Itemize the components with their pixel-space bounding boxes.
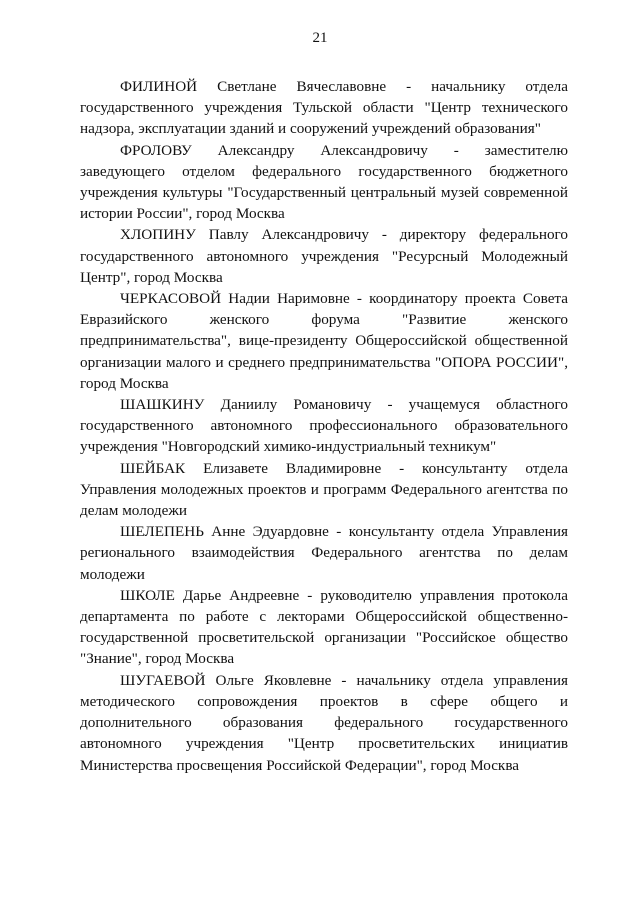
- list-item: ШКОЛЕ Дарье Андреевне - руководителю управления протокола департамента по работе с лекторами Общероссийской общественно-государственной просветительской организации "Российское общество "Знание", город Москва: [80, 586, 568, 668]
- list-item: ШЕЙБАК Елизавете Владимировне - консультанту отдела Управления молодежных проектов и программ Федерального агентства по делам молодежи: [80, 459, 568, 520]
- list-item: ЧЕРКАСОВОЙ Надии Наримовне - координатору проекта Совета Евразийского женского форума "Развитие женского предпринимательства", вице-президенту Общероссийской общественной организации малого и среднего предпринимательства "ОПОРА РОССИИ", город Москва: [80, 290, 568, 392]
- award-list: [80, 76, 568, 776]
- list-item: ШАШКИНУ Даниилу Романовичу - учащемуся областного государственного автономного профессионального образовательного учреждения "Новгородский химико-индустриальный техникум": [80, 396, 568, 456]
- list-item: ХЛОПИНУ Павлу Александровичу - директору федерального государственного автономного учреждения "Ресурсный Молодежный Центр", город Москва: [80, 226, 568, 286]
- list-item: ШЕЛЕПЕНЬ Анне Эдуардовне - консультанту отдела Управления регионального взаимодействия Федерального агентства по делам молодежи: [80, 523, 568, 583]
- list-item: ФРОЛОВУ Александру Александровичу - заместителю заведующего отделом федерального государственного бюджетного учреждения культуры "Государственный центральный музей современной истории России", город Москва: [80, 141, 568, 223]
- list-item: ШУГАЕВОЙ Ольге Яковлевне - начальнику отдела управления методического сопровождения проектов в сфере общего и дополнительного образования федерального государственного автономного учреждения "Центр просветительских инициатив Министерства просвещения Российской Федерации", город Москва: [80, 671, 568, 774]
- list-item: ФИЛИНОЙ Светлане Вячеславовне - начальнику отдела государственного учреждения Тульской области "Центр технического надзора, эксплуатации зданий и сооружений учреждений образования": [80, 78, 568, 138]
- page-number: 21: [312, 30, 328, 46]
